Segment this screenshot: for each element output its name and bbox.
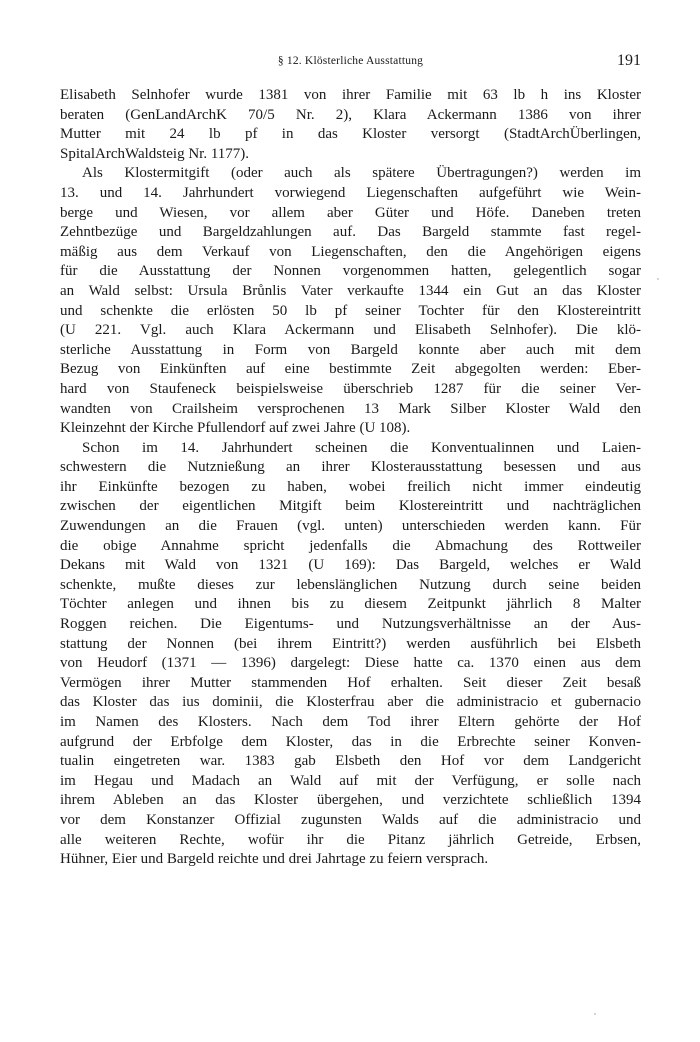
text-line: ihrem Ableben an das Kloster übergehen, und verzichtete schließlich 1394 bbox=[60, 792, 641, 809]
text-line: Töchter anlegen und ihnen bis zu diesem Zeitpunkt jährlich 8 Malter bbox=[60, 596, 641, 613]
text-line: sterliche Ausstattung in Form von Bargeld konnte aber auch mit dem bbox=[60, 341, 641, 358]
text-line: zwischen der eigentlichen Mitgift beim Klostereintritt und nachträglichen bbox=[60, 498, 641, 515]
text-line: Vermögen ihrer Mutter stammenden Hof erhalten. Seit dieser Zeit besaß bbox=[60, 674, 641, 691]
page-number: 191 bbox=[617, 52, 641, 69]
running-head: § 12. Klösterliche Ausstattung bbox=[277, 55, 424, 67]
text-line: Roggen reichen. Die Eigentums- und Nutzungsverhältnisse an der Aus- bbox=[60, 616, 641, 633]
text-line: Hühner, Eier und Bargeld reichte und drei Jahrtage zu feiern versprach. bbox=[60, 851, 489, 868]
text-line: und schenkte die erlösten 50 lb pf seiner Tochter für den Klostereintritt bbox=[60, 302, 641, 319]
text-line: Bezug von Einkünften auf eine bestimmte Zeit abgegolten werden: Eber- bbox=[60, 361, 641, 378]
text-line: Als Klostermitgift (oder auch als spätere Übertragungen?) werden im bbox=[82, 165, 641, 182]
text-line: alle weiteren Rechte, wofür ihr die Pitanz jährlich Getreide, Erbsen, bbox=[60, 831, 641, 848]
text-line: das Kloster das ius dominii, die Klosterfrau aber die administracio et gubernacio bbox=[60, 694, 641, 711]
text-line: 13. und 14. Jahrhundert vorwiegend Liegenschaften aufgeführt wie Wein- bbox=[60, 184, 641, 201]
text-line: wandten von Crailsheim versprochenen 13 Mark Silber Kloster Wald den bbox=[60, 400, 641, 417]
text-line: Schon im 14. Jahrhundert scheinen die Konventualinnen und Laien- bbox=[82, 439, 641, 456]
text-line: im Hegau und Madach an Wald auf mit der Verfügung, er solle nach bbox=[60, 772, 641, 789]
text-line: (U 221. Vgl. auch Klara Ackermann und Elisabeth Selnhofer). Die klö- bbox=[60, 322, 641, 339]
text-line: hard von Staufeneck beispielsweise überschrieb 1287 für die seiner Ver- bbox=[60, 380, 641, 397]
text-line: tualin eingetreten war. 1383 gab Elsbeth den Hof vor dem Landgericht bbox=[60, 753, 641, 770]
text-line: für die Ausstattung der Nonnen vorgenommen hatten, gelegentlich sogar bbox=[60, 263, 641, 280]
text-line: Dekans mit Wald von 1321 (U 169): Das Bargeld, welches er Wald bbox=[60, 557, 641, 574]
text-line: Elisabeth Selnhofer wurde 1381 von ihrer Familie mit 63 lb h ins Kloster bbox=[60, 87, 641, 103]
page-speck bbox=[657, 278, 659, 280]
text-line: von Heudorf (1371 — 1396) dargelegt: Diese hatte ca. 1370 einen aus dem bbox=[60, 655, 641, 672]
text-line: beraten (GenLandArchK 70/5 Nr. 2), Klara Ackermann 1386 von ihrer bbox=[60, 106, 641, 123]
text-line: ihr Einkünfte bezogen zu haben, wobei freilich nicht immer eindeutig bbox=[60, 478, 641, 495]
text-line: schwestern die Nutznießung an ihrer Klosterausstattung besessen und aus bbox=[60, 459, 641, 476]
page-header bbox=[60, 52, 641, 72]
text-line: aufgrund der Erbfolge dem Kloster, das in die Erbrechte seiner Konven- bbox=[60, 733, 641, 750]
text-line: im Namen des Klosters. Nach dem Tod ihrer Eltern gehörte der Hof bbox=[60, 714, 641, 730]
text-line: schenkte, mußte dieses zur lebenslänglichen Nutzung durch seine beiden bbox=[60, 576, 641, 593]
text-line: Kleinzehnt der Kirche Pfullendorf auf zwei Jahre (U 108). bbox=[60, 420, 411, 437]
text-line: vor dem Konstanzer Offizial zugunsten Walds auf die administracio und bbox=[60, 811, 641, 828]
text-line: mäßig aus dem Verkauf von Liegenschaften, den die Angehörigen eigens bbox=[60, 243, 641, 260]
text-line: SpitalArchWaldsteig Nr. 1177). bbox=[60, 145, 250, 162]
text-line: an Wald selbst: Ursula Brůnlis Vater verkaufte 1344 ein Gut an das Kloster bbox=[60, 282, 641, 299]
page-speck bbox=[594, 1013, 596, 1015]
text-line: Zehntbezüge und Bargeldzahlungen auf. Das Bargeld stammte fast regel- bbox=[60, 224, 641, 241]
text-line: Mutter mit 24 lb pf in das Kloster versorgt (StadtArchÜberlingen, bbox=[60, 126, 641, 143]
text-line: stattung der Nonnen (bei ihrem Eintritt?) werden ausführlich bei Elsbeth bbox=[60, 635, 641, 652]
text-line: die obige Annahme spricht jedenfalls die Abmachung des Rottweiler bbox=[60, 537, 641, 554]
body-text bbox=[60, 86, 641, 870]
text-line: Zuwendungen an die Frauen (vgl. unten) unterschieden werden kann. Für bbox=[60, 518, 641, 535]
text-line: berge und Wiesen, vor allem aber Güter und Höfe. Daneben treten bbox=[60, 204, 641, 221]
